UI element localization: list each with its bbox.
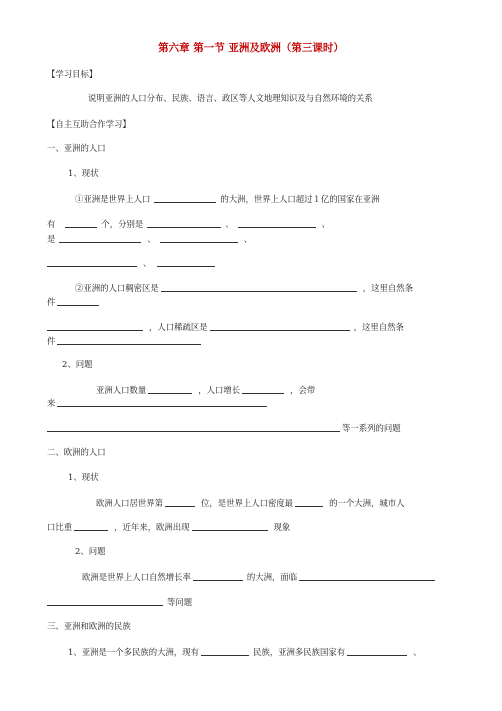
s1-problem-cont xyxy=(47,397,267,409)
s2-problem-line xyxy=(82,571,435,583)
goal-heading: 【学习目标】 xyxy=(47,69,98,79)
s1-problem-label: 2、问题 xyxy=(62,359,93,369)
s1-line1-text-a: ①亚洲是世界上人口 xyxy=(75,194,151,204)
blank-problems-1[interactable] xyxy=(57,397,267,407)
blank-population-amount[interactable] xyxy=(148,384,192,394)
s3-line1 xyxy=(68,646,421,658)
s2-line1-text-c: 的一个大洲，城市人 xyxy=(329,498,405,508)
sep: 、 xyxy=(143,258,152,268)
s1-sparse-cont xyxy=(47,335,201,347)
s2-line2 xyxy=(47,521,290,533)
blank-population-rank[interactable] xyxy=(154,193,216,203)
s1-line1-text-b: 的大洲，世界上人口超过１亿的国家在亚洲 xyxy=(220,194,380,204)
s1-prob-text-e: 等一系列的问题 xyxy=(342,423,401,433)
blank-country-1[interactable] xyxy=(147,218,221,228)
s2-line1-text-a: 欧洲人口居世界第 xyxy=(96,498,163,508)
sep: 、 xyxy=(243,234,253,244)
s1-prob-text-c: ，会带 xyxy=(290,385,316,395)
blank-facing-2[interactable] xyxy=(47,596,163,606)
blank-phenomenon[interactable] xyxy=(192,521,268,531)
goal-text: 说明亚洲的人口分布、民族、语言、政区等人文地理知识及与自然环境的关系 xyxy=(88,93,373,103)
s1-prob-text-a: 亚洲人口数量 xyxy=(96,385,147,395)
section-1-heading: 一、亚洲的人口 xyxy=(47,143,106,153)
blank-sparse-condition[interactable] xyxy=(57,335,201,345)
sep: 、 xyxy=(225,219,234,229)
blank-country-5[interactable] xyxy=(47,257,137,267)
s2-status-label: 1、现状 xyxy=(68,472,99,482)
s1-sparse-text-a: ，人口稀疏区是 xyxy=(149,322,208,332)
sep: 、 xyxy=(147,234,156,244)
blank-density[interactable] xyxy=(295,497,323,507)
blank-ethnic-count[interactable] xyxy=(201,646,249,656)
s2-line2-text-a: 口比重 xyxy=(47,522,73,532)
blank-urban-ratio[interactable] xyxy=(74,521,108,531)
study-heading: 【自主互助合作学习】 xyxy=(47,119,131,129)
blank-dense-condition-2[interactable] xyxy=(47,321,143,331)
s1-prob-text-d: 来 xyxy=(47,398,56,408)
jian-label: 件 xyxy=(47,336,56,346)
s2-line2-text-b: ，近年来，欧洲出现 xyxy=(114,522,190,532)
s1-dense-text-b: ，这里自然条 xyxy=(362,283,413,293)
s3-line1-text-b: 民族，亚洲多民族国家有 xyxy=(252,647,346,657)
blank-country-4[interactable] xyxy=(160,233,238,243)
s1-sparse-line xyxy=(47,321,404,333)
blank-country-2[interactable] xyxy=(238,218,316,228)
s1-problem-end xyxy=(47,422,401,434)
blank-population-growth[interactable] xyxy=(242,384,284,394)
blank-sparse-area[interactable] xyxy=(210,321,350,331)
section-2-heading: 二、欧洲的人口 xyxy=(47,447,106,457)
blank-facing-1[interactable] xyxy=(299,571,435,581)
s1-line3-text-a: 是 xyxy=(47,234,56,244)
s2-prob-text-a: 欧洲是世界上人口自然增长率 xyxy=(82,572,191,582)
s2-problem-label: 2、问题 xyxy=(75,546,106,556)
section-3-heading: 三、亚洲和欧洲的民族 xyxy=(47,621,131,631)
s2-line1-text-b: 位，是世界上人口密度最 xyxy=(201,498,294,508)
blank-country-count[interactable] xyxy=(65,218,97,228)
blank-dense-condition[interactable] xyxy=(57,296,99,306)
s1-sparse-text-b: ，这里自然条 xyxy=(353,322,404,332)
s1-line2-text-b: 个，分别是 xyxy=(101,219,144,229)
blank-problems-2[interactable] xyxy=(47,422,340,432)
jian-label: 件 xyxy=(47,297,56,307)
blank-growth-rate[interactable] xyxy=(193,571,243,581)
blank-country-6[interactable] xyxy=(157,257,215,267)
s2-problem-cont xyxy=(47,596,192,608)
sep: 、 xyxy=(321,219,330,229)
s1-line2 xyxy=(47,218,330,230)
s1-prob-text-b: ，人口增长 xyxy=(198,385,241,395)
blank-europe-rank[interactable] xyxy=(165,497,195,507)
s1-dense-cont xyxy=(47,296,99,308)
s2-prob-text-b: 的大洲，面临 xyxy=(246,572,298,582)
s1-line4 xyxy=(47,257,215,269)
blank-country-3[interactable] xyxy=(59,233,141,243)
s1-status-label: 1、现状 xyxy=(68,168,99,178)
s1-dense-text-a: ②亚洲的人口稠密区是 xyxy=(75,283,159,293)
s3-line1-text-a: 1、亚洲是一个多民族的大洲，现有 xyxy=(68,647,199,657)
s1-line2-text-a: 有 xyxy=(47,219,56,229)
s2-prob-text-c: 等问题 xyxy=(167,597,193,607)
s1-line1 xyxy=(75,193,380,205)
s2-line1 xyxy=(96,497,405,509)
s3-line1-text-c: 、 xyxy=(413,647,422,657)
blank-multi-ethnic-country[interactable] xyxy=(347,646,407,656)
s2-line2-text-c: 现象 xyxy=(273,522,291,532)
blank-dense-area[interactable] xyxy=(161,282,357,292)
s1-problem-line xyxy=(96,384,315,396)
page-title: 第六章 第一节 亚洲及欧洲（第三课时） xyxy=(158,42,344,54)
s1-line3 xyxy=(47,233,252,245)
s1-dense-line xyxy=(75,282,413,294)
